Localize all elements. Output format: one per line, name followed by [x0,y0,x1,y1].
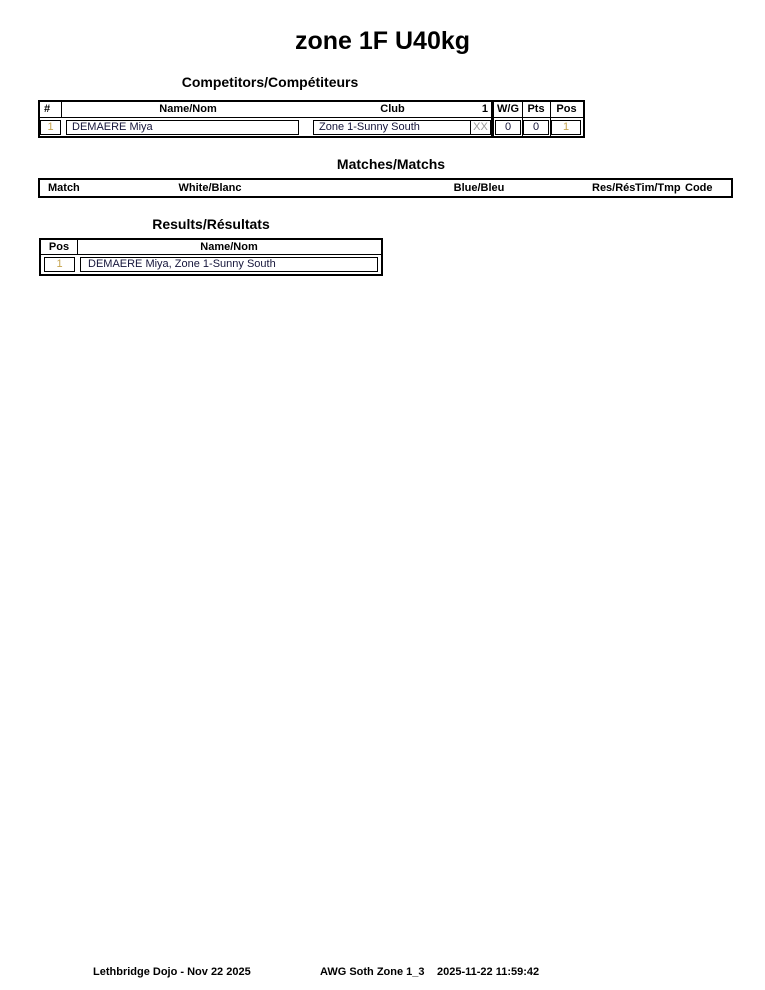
competitor-pos-cell: 1 [551,120,581,135]
competitor-club-text: Zone 1-Sunny South [319,121,420,133]
footer-event-name: AWG Soth Zone 1_3 [320,966,425,978]
competitor-name-cell: DEMAERE Miya [66,120,299,135]
competitor-wg-cell: 0 [495,120,521,135]
matches-heading: Matches/Matchs [336,156,446,172]
competitors-col-pos: Pos [556,103,577,115]
footer-venue-date: Lethbridge Dojo - Nov 22 2025 [93,966,251,978]
competitor-num-cell: 1 [40,120,61,135]
table-divider-thick [491,102,494,136]
matches-col-blue: Blue/Bleu [453,182,505,194]
matches-col-res: Res/Rés [592,182,636,194]
results-heading: Results/Résultats [152,216,270,232]
competitors-table [38,100,585,138]
table-divider [40,117,583,118]
competitor-club-cell [313,120,491,135]
competitors-col-num: # [44,103,51,115]
competitors-col-round1: 1 [481,103,488,115]
competitor-pts-cell: 0 [523,120,549,135]
matches-col-code: Code [685,182,713,194]
competitors-col-club: Club [380,103,405,115]
competitor-round1-cell: XX [473,121,488,133]
page-title: zone 1F U40kg [294,27,471,55]
footer-timestamp: 2025-11-22 11:59:42 [437,966,540,978]
competitors-col-pts: Pts [527,103,545,115]
matches-table [38,178,733,198]
results-table [39,238,383,276]
results-col-pos: Pos [48,241,70,253]
table-divider [77,240,78,255]
table-divider [41,254,381,255]
table-divider [61,102,62,118]
result-name-cell: DEMAERE Miya, Zone 1-Sunny South [80,257,378,272]
matches-col-white: White/Blanc [178,182,242,194]
competitors-heading: Competitors/Compétiteurs [181,74,359,90]
results-col-name: Name/Nom [200,241,258,253]
matches-col-tim: Tim/Tmp [635,182,681,194]
result-pos-cell: 1 [44,257,75,272]
matches-col-match: Match [48,182,80,194]
competitors-col-name: Name/Nom [159,103,217,115]
competitors-col-wg: W/G [497,103,519,115]
